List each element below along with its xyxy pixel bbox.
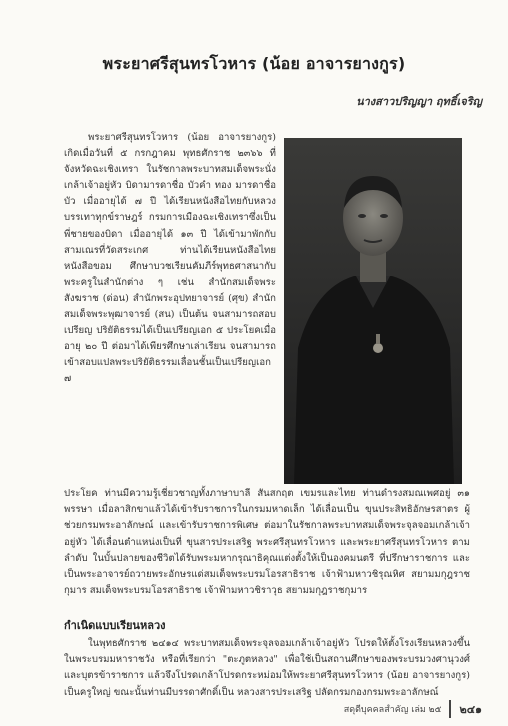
page-number: ๒๔๑: [459, 703, 482, 716]
section-text: [64, 636, 470, 701]
publication-name: สดุดีบุคคลสำคัญ เล่ม ๒๕: [343, 705, 442, 715]
section-paragraph: ในพุทธศักราช ๒๔๑๔ พระบาทสมเด็จพระจุลจอมเกล้าเจ้าอยู่หัว โปรดให้ตั้งโรงเรียนหลวงขึ้นในพระบรมมหาราชวัง หรือที่เรียกว่า "ตะภูตหลวง" เพื่อใช้เป็นสถานศึกษาของพระบรมวงศานุวงศ์และบุตรข้าราชการ แล้วจึงโปรดเกล้าโปรดกระหม่อมให้พระยาศรีสุนทรโวหาร (น้อย อาจารยางกูร) เป็นครูใหญ่ ขณะนั้นท่านมีบรรดาศักดิ์เป็น หลวงสารประเสริฐ ปลัดกรมกองกรมพระอาลักษณ์: [64, 638, 470, 698]
portrait-photo: [284, 138, 462, 484]
section-heading: กำเนิดแบบเรียนหลวง: [64, 619, 166, 632]
footer-divider: [449, 700, 451, 718]
article-title: พระยาศรีสุนทรโวหาร (น้อย อาจารยางกูร): [102, 54, 406, 73]
intro-text: [64, 130, 276, 388]
body-paragraph: ประโยค ท่านมีความรู้เชี่ยวชาญทั้งภาษาบาลี สันสกฤต เขมรและไทย ท่านดำรงสมณเพศอยู่ ๓๑ พรรษา เมื่อลาสิกขาแล้วได้เข้ารับราชการในกรมมหาดเล็ก ได้เลื่อนเป็น ขุนประสิทธิอักษรสาตร ผู้ช่วยกรมพระอาลักษณ์ และเข้ารับราชการพิเศษ ต่อมาในรัชกาลพระบาทสมเด็จพระจุลจอมเกล้าเจ้าอยู่หัว ได้เลื่อนตำแหน่งเป็นที่ ขุนสารประเสริฐ พระศรีสุนทรโวหาร และพระยาศรีสุนทรโวหาร ตามลำดับ ในบั้นปลายของชีวิตได้รับพระมหากรุณาธิคุณแต่งตั้งให้เป็นองคมนตรี ที่ปรึกษาราชการ และเป็นพระอาจารย์ถวายพระอักษรแด่สมเด็จพระบรมโอรสาธิราช เจ้าฟ้ามหาวชิรุณหิศ สยามมกุฎราชกุมาร สมเด็จพระบรมโอรสาธิราช เจ้าฟ้ามหาวชิราวุธ สยามมกุฎราชกุมาร: [64, 488, 470, 597]
page-footer: [344, 700, 482, 718]
article-author: นางสาวปริญญา ฤทธิ์เจริญ: [356, 95, 482, 108]
intro-paragraph: พระยาศรีสุนทรโวหาร (น้อย อาจารยางกูร) เกิดเมื่อวันที่ ๕ กรกฎาคม พุทธศักราช ๒๓๖๖ ที่จังหวัดฉะเชิงเทรา ในรัชกาลพระบาทสมเด็จพระนั่งเกล้าเจ้าอยู่หัว บิดามารดาชื่อ บัวคำ ทอง มารดาชื่อ บัว เมื่ออายุได้ ๗ ปี ได้เรียนหนังสือไทยกับหลวงบรรเทาทุกข์ราษฎร์ กรมการเมืองฉะเชิงเทราซึ่งเป็นพี่ชายของบิดา เมื่ออายุได้ ๑๓ ปี ได้เข้ามาพักกับสามเณรที่วัดสระเกศ ท่านได้เรียนหนังสือไทย หนังสือขอม ศึกษาบวชเรียนคัมภีร์พุทธศาสนากับพระครูในสำนักต่าง ๆ เช่น สำนักสมเด็จพระสังฆราช (ด่อน) สำนักพระอุปทยาจารย์ (ศุข) สำนักสมเด็จพระพุฒาจารย์ (สน) เป็นต้น จนสามารถสอบเปรียญ ปริยัติธรรมได้เป็นเปรียญเอก ๕ ประโยคเมื่ออายุ ๒๐ ปี ต่อมาได้เพียรศึกษาเล่าเรียน จนสามารถเข้าสอบแปลพระปริยัติธรรมเลื่อนชั้นเป็นเปรียญเอก ๗: [64, 132, 276, 385]
body-text: [64, 486, 470, 599]
